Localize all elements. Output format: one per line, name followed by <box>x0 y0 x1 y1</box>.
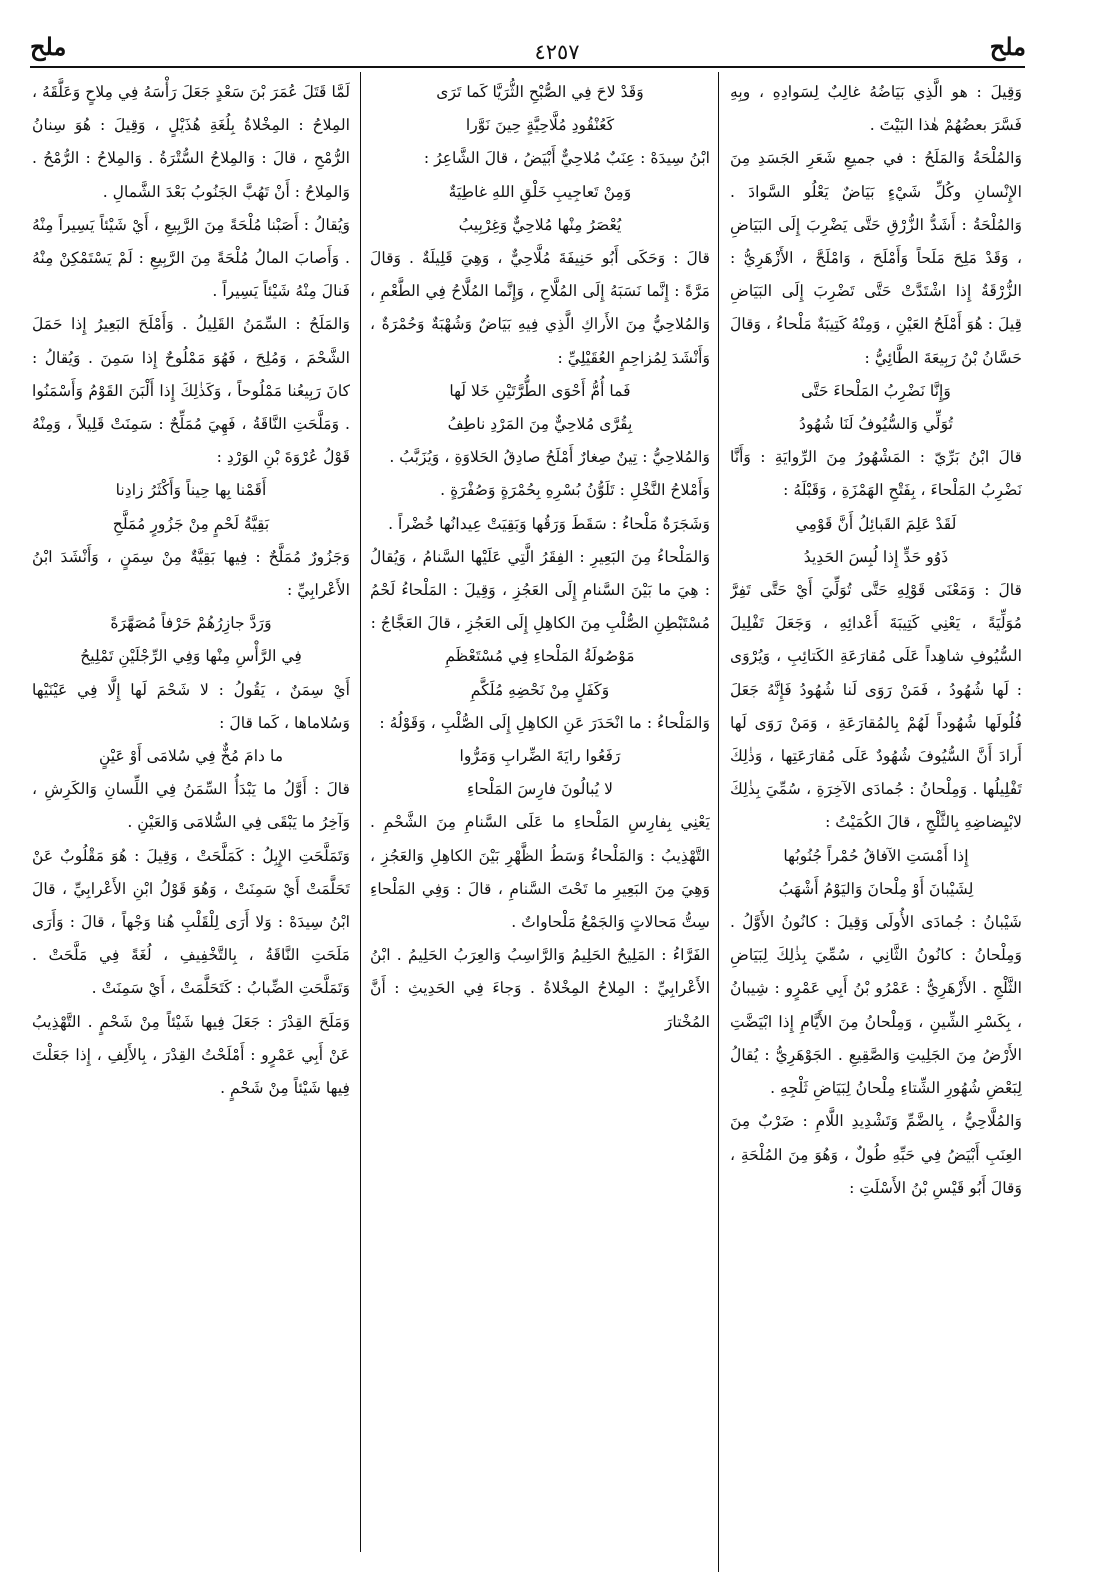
verse-line: يُعْصَرُ مِنْها مُلاحِيٌّ وَغِرْبِيبُ <box>458 215 622 234</box>
paragraph: وَأَمْلاحُ النَّخْلِ : تَلَوُّنُ بُسْرِهِ بِحُمْرَةٍ وَصُفْرَةٍ . <box>440 481 710 500</box>
paragraph: يَعْنِي بِفارِسِ المَلْحاءِ ما عَلَى السَّنامِ مِنَ الشَّحْمِ . التَّهْذِيبُ : وَالمَلْحاءُ وَسَطُ الظَّهْرِ بَيْنَ الكاهِلِ وَالعَجُزِ ، وَهِيَ مِنَ البَعِيرِ ما تَحْتَ السَّنامِ ، قالَ : وَفِي المَلْحاءِ سِتُّ مَحالاتٍ وَالجَمْعُ مَلْحاواتٌ . <box>370 813 710 932</box>
paragraph: وَالمَلْحاءُ : ما انْحَدَرَ عَنِ الكاهِلِ إِلَى الصُّلْبِ ، وَقَوْلُهُ : <box>379 713 710 732</box>
verse-line: بَقِيَّةُ لَحْمٍ مِنْ جَزُورٍ مُمَلَّحِ <box>112 514 270 533</box>
paragraph: وَالمُلْحَةُ وَالمَلَحُ : في جميعِ شَعَرِ الجَسَدِ مِنَ الإِنْسانِ وكُلِّ شَيْءٍ بَيَاضٌ يَعْلُو السَّوادَ . وَالمُلْحَةُ : أَشَدُّ الزُّرْقِ حَتَّى يَضْرِبَ إِلَى البَيَاضِ ، وَقَدْ مَلِحَ مَلَحاً وَأَمْلَحَ ، وَامْلَحَّ ، الأَزْهَرِيُّ : الزُّرْقَةُ إِذا اشْتَدَّتْ حَتَّى تَضْرِبَ إِلَى البَيَاضِ قِيلَ : هُوَ أَمْلَحُ العَيْنِ ، وَمِنْهُ كَتِيبَةٌ مَلْحاءُ ، وَقالَ حَسَّانُ بْنُ رَبِيعَةَ الطَّائِيُّ : <box>730 149 1022 367</box>
paragraph: وَالمُلَّاحِيُّ ، بِالضَّمِّ وَتَشْدِيدِ اللَّامِ : ضَرْبٌ مِنَ العِنَبِ أَبْيَضُ فِي حَبِّهِ طُولٌ ، وَهُوَ مِنَ المُلْحَةِ ، وَقالَ أَبُو قَيْسِ بْنُ الأَسْلَتِ : <box>730 1112 1022 1197</box>
column-middle <box>370 76 710 1576</box>
verse-line: أَقَمْنا بِها حِيناً وَأَكْثَرُ زادِنا <box>115 481 267 500</box>
verse-line: لَقَدْ عَلِمَ القَبائِلُ أَنَّ قَوْمِي <box>795 514 957 533</box>
paragraph: لَمَّا قَتَلَ عُمَرَ بْنَ سَعْدٍ جَعَلَ رَأْسَهُ فِي مِلاحٍ وَعَلَّقَهُ ، المِلاحُ : المِخْلاةُ بِلُغَةِ هُذَيْلٍ ، وَقِيلَ : هُوَ سِنانُ الرُّمْحِ ، قالَ : وَالمِلاحُ السُّتْرَةُ . وَالمِلاحُ : الرُّمْحُ . وَالمِلاحُ : أَنْ تَهُبَّ الجَنُوبُ بَعْدَ الشَّمالِ . <box>32 83 350 201</box>
column-divider <box>718 72 719 1572</box>
column-left <box>32 76 350 1556</box>
verse-line: رَفَعُوا رايَةَ الضِّرابِ وَمَرُّوا <box>459 747 621 766</box>
paragraph: قالَ : أَوَّلُ ما يَبْدَأُ السِّمَنُ فِي اللِّسانِ وَالكَرِشِ ، وَآخِرُ ما يَبْقَى فِي السُّلامَى وَالعَيْنِ . <box>32 780 350 832</box>
paragraph: ابْنُ سِيدَهْ : عِنَبٌ مُلاحِيٌّ أَبْيَضُ ، قالَ الشَّاعِرُ : <box>423 149 710 168</box>
column-right <box>730 76 1022 1556</box>
verse-line: بِقُرَّى مُلاحِيٌّ مِنَ المَرْدِ ناطِفُ <box>447 415 633 434</box>
verse-line: وَكَفَلٍ مِنْ نَحْضِهِ مُلَكَّمِ <box>470 680 610 699</box>
paragraph: وَجَزُورٌ مُمَلَّحٌ : فِيها بَقِيَّةٌ مِنْ سِمَنٍ ، وَأَنْشَدَ ابْنُ الأَعْرابِيِّ : <box>32 547 350 600</box>
verse-line: كَعُنْقُودِ مُلَّاحِيَّةٍ حِينَ نَوَّرا <box>465 116 615 135</box>
verse-line: لِشَيْبانَ أَوْ مِلْحانَ وَاليَوْمُ أَشْهَبُ <box>778 879 974 898</box>
paragraph: وَيُقالُ : أَصَبْنا مُلْحَةً مِنَ الرَّبِيعِ ، أَيْ شَيْئاً يَسِيراً مِنْهُ . وَأَصابَ المالُ مُلْحَةً مِنَ الرَّبِيعِ : لَمْ يَسْتَمْكِنْ مِنْهُ فَنالَ مِنْهُ شَيْئاً يَسِيراً . <box>32 215 350 301</box>
paragraph: وَالمَلْحاءُ مِنَ البَعِيرِ : الفِقَرُ الَّتِي عَلَيْها السَّنامُ ، وَيُقالُ : هِيَ ما بَيْنَ السَّنامِ إِلَى العَجُزِ ، وَقِيلَ : المَلْحاءُ لَحْمُ مُسْتَبْطِنِ الصُّلْبِ مِنَ الكاهِلِ إِلَى العَجُزِ ، قالَ العَجَّاجُ : <box>370 547 710 633</box>
running-headword-left: ملح <box>30 32 67 61</box>
paragraph: وَالمَلَحُ : السِّمَنُ القَلِيلُ . وَأَمْلَحَ البَعِيرُ إِذا حَمَلَ الشَّحْمَ ، وَمُلِحَ ، فَهُوَ مَمْلُوحٌ إِذا سَمِنَ . وَيُقالُ : كانَ رَبِيعُنا مَمْلُوحاً ، وَكَذٰلِكَ إِذا أَلْبَنَ القَوْمُ وَأَسْمَنُوا . وَمَلَّحَتِ النَّاقَةُ ، فَهِيَ مُمَلِّحٌ : سَمِنَتْ قَلِيلاً ، وَمِنْهُ قَوْلُ عُرْوَةَ بْنِ الوَرْدِ : <box>32 315 350 467</box>
verse-line: وَمِنْ تَعاجِيبِ خَلْقِ اللهِ غاطِيَةٌ <box>448 182 632 201</box>
paragraph: أَيْ سِمَنٌ ، يَقُولُ : لا شَحْمَ لَها إِلَّا فِي عَيْنَيْها وَسُلاماها ، كَما قالَ : <box>32 680 350 732</box>
verse-line: مَوْصُولَةُ المَلْحاءِ فِي مُسْتَعْظَمِ <box>445 647 635 666</box>
paragraph: وَتَمَلَّحَتِ الإِبِلُ : كَمَلَّحَتْ ، وَقِيلَ : هُوَ مَقْلُوبٌ عَنْ تَحَلَّمَتْ أَيْ سَمِنَتْ ، وَهُوَ قَوْلُ ابْنِ الأَعْرابِيِّ ، قالَ ابْنُ سِيدَهْ : وَلا أَرَى لِلْقَلْبِ هُنا وَجْهاً ، قالَ : وَأَرَى مَلَحَتِ النَّاقَةُ ، بِالتَّخْفِيفِ ، لُغَةً فِي مَلَّحَتْ . وَتَمَلَّحَتِ الضِّبابُ : كَتَحَلَّمَتْ ، أَيْ سَمِنَتْ . <box>32 846 350 998</box>
paragraph: قالَ ابْنُ بَرِّيّ : المَشْهُورُ مِنَ الرِّوايَةِ : وَأَنَّا نَضْرِبُ المَلْحاءَ ، بِفَتْحِ الهَمْزَةِ ، وَقَبْلَهُ : <box>730 448 1022 500</box>
verse-line: وَإِنَّا نَضْرِبُ المَلْحاءَ حَتَّى <box>801 381 951 400</box>
page-number: ٤٢٥٧ <box>534 40 580 64</box>
paragraph: وَالمُلاحِيُّ : تِينٌ صِغارٌ أَمْلَحُ صادِقُ الحَلاوَةِ ، وَيُزَبَّبُ . <box>389 448 710 467</box>
paragraph: وَمَلَحَ القِدْرَ : جَعَلَ فِيها شَيْئاً مِنْ شَحْمٍ . التَّهْذِيبُ عَنْ أَبِي عَمْرٍو : أَمْلَحْتُ القِدْرَ ، بِالأَلِفِ ، إِذا جَعَلْتَ فِيها شَيْئاً مِنْ شَحْمٍ . <box>32 1012 350 1098</box>
paragraph: الفَرَّاءُ : المَلِيحُ الحَلِيمُ وَالرَّاسِبُ وَالعِرَبُ الحَلِيمُ . ابْنُ الأَعْرابِيِّ : المِلاحُ المِخْلاةُ . وَجاءَ فِي الحَدِيثِ : أَنَّ المُخْتارَ <box>370 946 710 1031</box>
paragraph: قالَ : وَمَعْنَى قَوْلِهِ حَتَّى تُوَلِّيَ أَيْ حَتَّى تَفِرَّ مُوَلِّيَةً ، يَعْنِي كَتِيبَةَ أَعْدائِهِ ، وَجَعَلَ تَفْلِيلَ السُّيُوفِ شاهِداً عَلَى مُقارَعَةِ الكَتائِبِ ، وَيُرْوَى : لَها شُهُودُ ، فَمَنْ رَوَى لَنا شُهُودُ فَإِنَّهُ جَعَلَ فُلُولَها شُهُوداً لَهُمْ بِالمُقارَعَةِ ، وَمَنْ رَوَى لَها أَرادَ أَنَّ السُّيُوفَ شُهُودٌ عَلَى مُقارَعَتِها ، وَذٰلِكَ تَفْلِيلُها . وَمِلْحانُ : جُمادَى الآخِرَةِ ، سُمِّيَ بِذٰلِكَ لابْيِضاضِهِ بِالثَّلْجِ ، قالَ الكُمَيْتُ : <box>730 581 1022 832</box>
verse-line: وَقَدْ لاحَ فِي الصُّبْحِ الثُّرَيَّا كَما تَرَى <box>436 83 644 101</box>
verse-line: ما دامَ مُخٌّ فِي سُلامَى أَوْ عَيْنٍ <box>98 747 284 766</box>
running-headword-right: ملح <box>989 32 1026 61</box>
verse-line: إِذا أَمْسَتِ الآفاقُ حُمْراً جُنُوبُها <box>783 846 969 865</box>
header-rule <box>30 66 1025 68</box>
paragraph: قالَ : وَحَكَى أَبُو حَنِيفَةَ مُلَّاحِيٌّ ، وَهِيَ قَلِيلَةٌ . وَقالَ مَرَّةً : إِنَّما نَسَبَهُ إِلَى المُلَّاحِ ، وَإِنَّما المُلَّاحُ فِي الطَّعْمِ ، وَالمُلاحِيُّ مِنَ الأَراكِ الَّذِي فِيهِ بَيَاضٌ وَشُهْبَةٌ وَحُمْرَةٌ ، وَأَنْشَدَ لِمُزاحِمٍ العُقَيْلِيِّ : <box>370 249 710 367</box>
paragraph: شَيْبانُ : جُمادَى الأُولَى وَقِيلَ : كانُونُ الأَوَّلُ . وَمِلْحانُ : كانُونُ الثَّانِي ، سُمِّيَ بِذٰلِكَ لِبَيَاضِ الثَّلْجِ . الأَزْهَرِيُّ : عَمْرُو بْنُ أَبِي عَمْرٍو : شِيبانُ ، بِكَسْرِ الشِّينِ ، وَمِلْحانُ مِنَ الأَيَّامِ إِذا ابْيَضَّتِ الأَرْضُ مِنَ الجَلِيتِ وَالصَّقِيعِ . الجَوْهَرِيُّ : يُقالُ لِبَعْضِ شُهُورِ الشِّتاءِ مِلْحانُ لِبَيَاضِ ثَلْجِهِ . <box>730 913 1022 1098</box>
verse-line: تُوَلِّي وَالسُّيُوفُ لَنَا شُهُودُ <box>799 415 953 434</box>
verse-line: وَرَدَّ جازِرُهُمْ حَرْفاً مُصَهَّرَةً <box>110 614 272 633</box>
verse-line: ذَوُو حَدٍّ إِذا لُبِسَ الحَدِيدُ <box>803 547 949 566</box>
verse-line: فَما أُمُّ أَحْوَى الطُّرَّتَيْنِ خَلا لَها <box>449 381 631 400</box>
paragraph: وَشَجَرَةٌ مَلْحاءُ : سَقَطَ وَرَقُها وَبَقِيَتْ عِيدانُها خُضْراً . <box>388 514 710 533</box>
verse-line: فِي الرَّأْسِ مِنْها وَفِي الرِّجْلَيْنِ تَمْلِيحُ <box>80 647 302 666</box>
paragraph: وَقِيلَ : هو الَّذِي بَيَاضُهُ غالِبٌ لِسَوادِهِ ، وبِهِ فَسَّرَ بعضُهُمْ هٰذا البَيْتَ . <box>730 83 1022 135</box>
verse-line: لا يُبالُونَ فارِسَ المَلْحاءِ <box>466 780 613 799</box>
column-divider <box>360 72 361 1552</box>
